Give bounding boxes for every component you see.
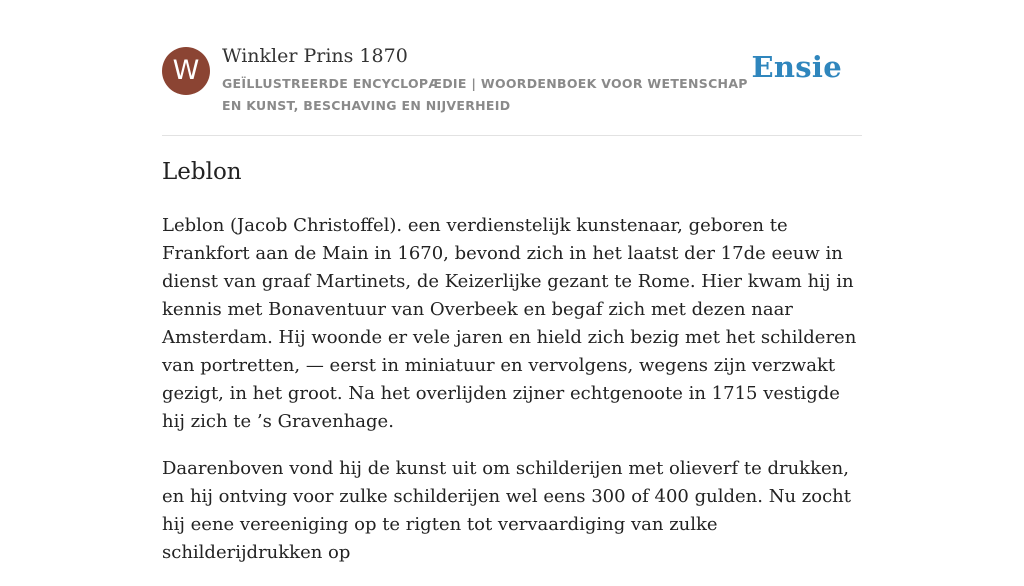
article-paragraph: Leblon (Jacob Christoffel). een verdienstelijk kunstenaar, geboren te Frankfort aan de Main in 1670, bevond zich in het laatst der 17de eeuw in dienst van graaf Martinets, de Keizerlijke gezant te Rome. Hier kwam hij in kennis met Bonaventuur van Overbeek en begaf zich met dezen naar Amsterdam. Hij woonde er vele jaren en hield zich bezig met het schilderen van portretten, — eerst in miniatuur en vervolgens, wegens zijn verzwakt gezigt, in het groot. Na het overlijden zijner echtgenoote in 1715 vestigde hij zich te ’s Gravenhage. [162,215,857,432]
article-paragraph: Daarenboven vond hij de kunst uit om schilderijen met olieverf te drukken, en hij ontving voor zulke schilderijen wel eens 300 of 400 gulden. Nu zocht hij eene vereeniging op te rigten tot vervaardiging van zulke schilderijdrukken op [162,458,851,563]
article-page [162,0,862,563]
source-name-link[interactable]: Winkler Prins 1870 [222,45,408,67]
source-avatar[interactable]: W [162,47,210,95]
article-title: Leblon [162,159,242,185]
ensie-logo[interactable]: Ensie [751,50,842,84]
source-header [162,0,862,136]
source-subtitle: GEÏLLUSTREERDE ENCYCLOPÆDIE | WOORDENBOEK VOOR WETENSCHAP EN KUNST, BESCHAVING EN NIJVERHEID [222,76,748,113]
article-body [162,212,862,586]
